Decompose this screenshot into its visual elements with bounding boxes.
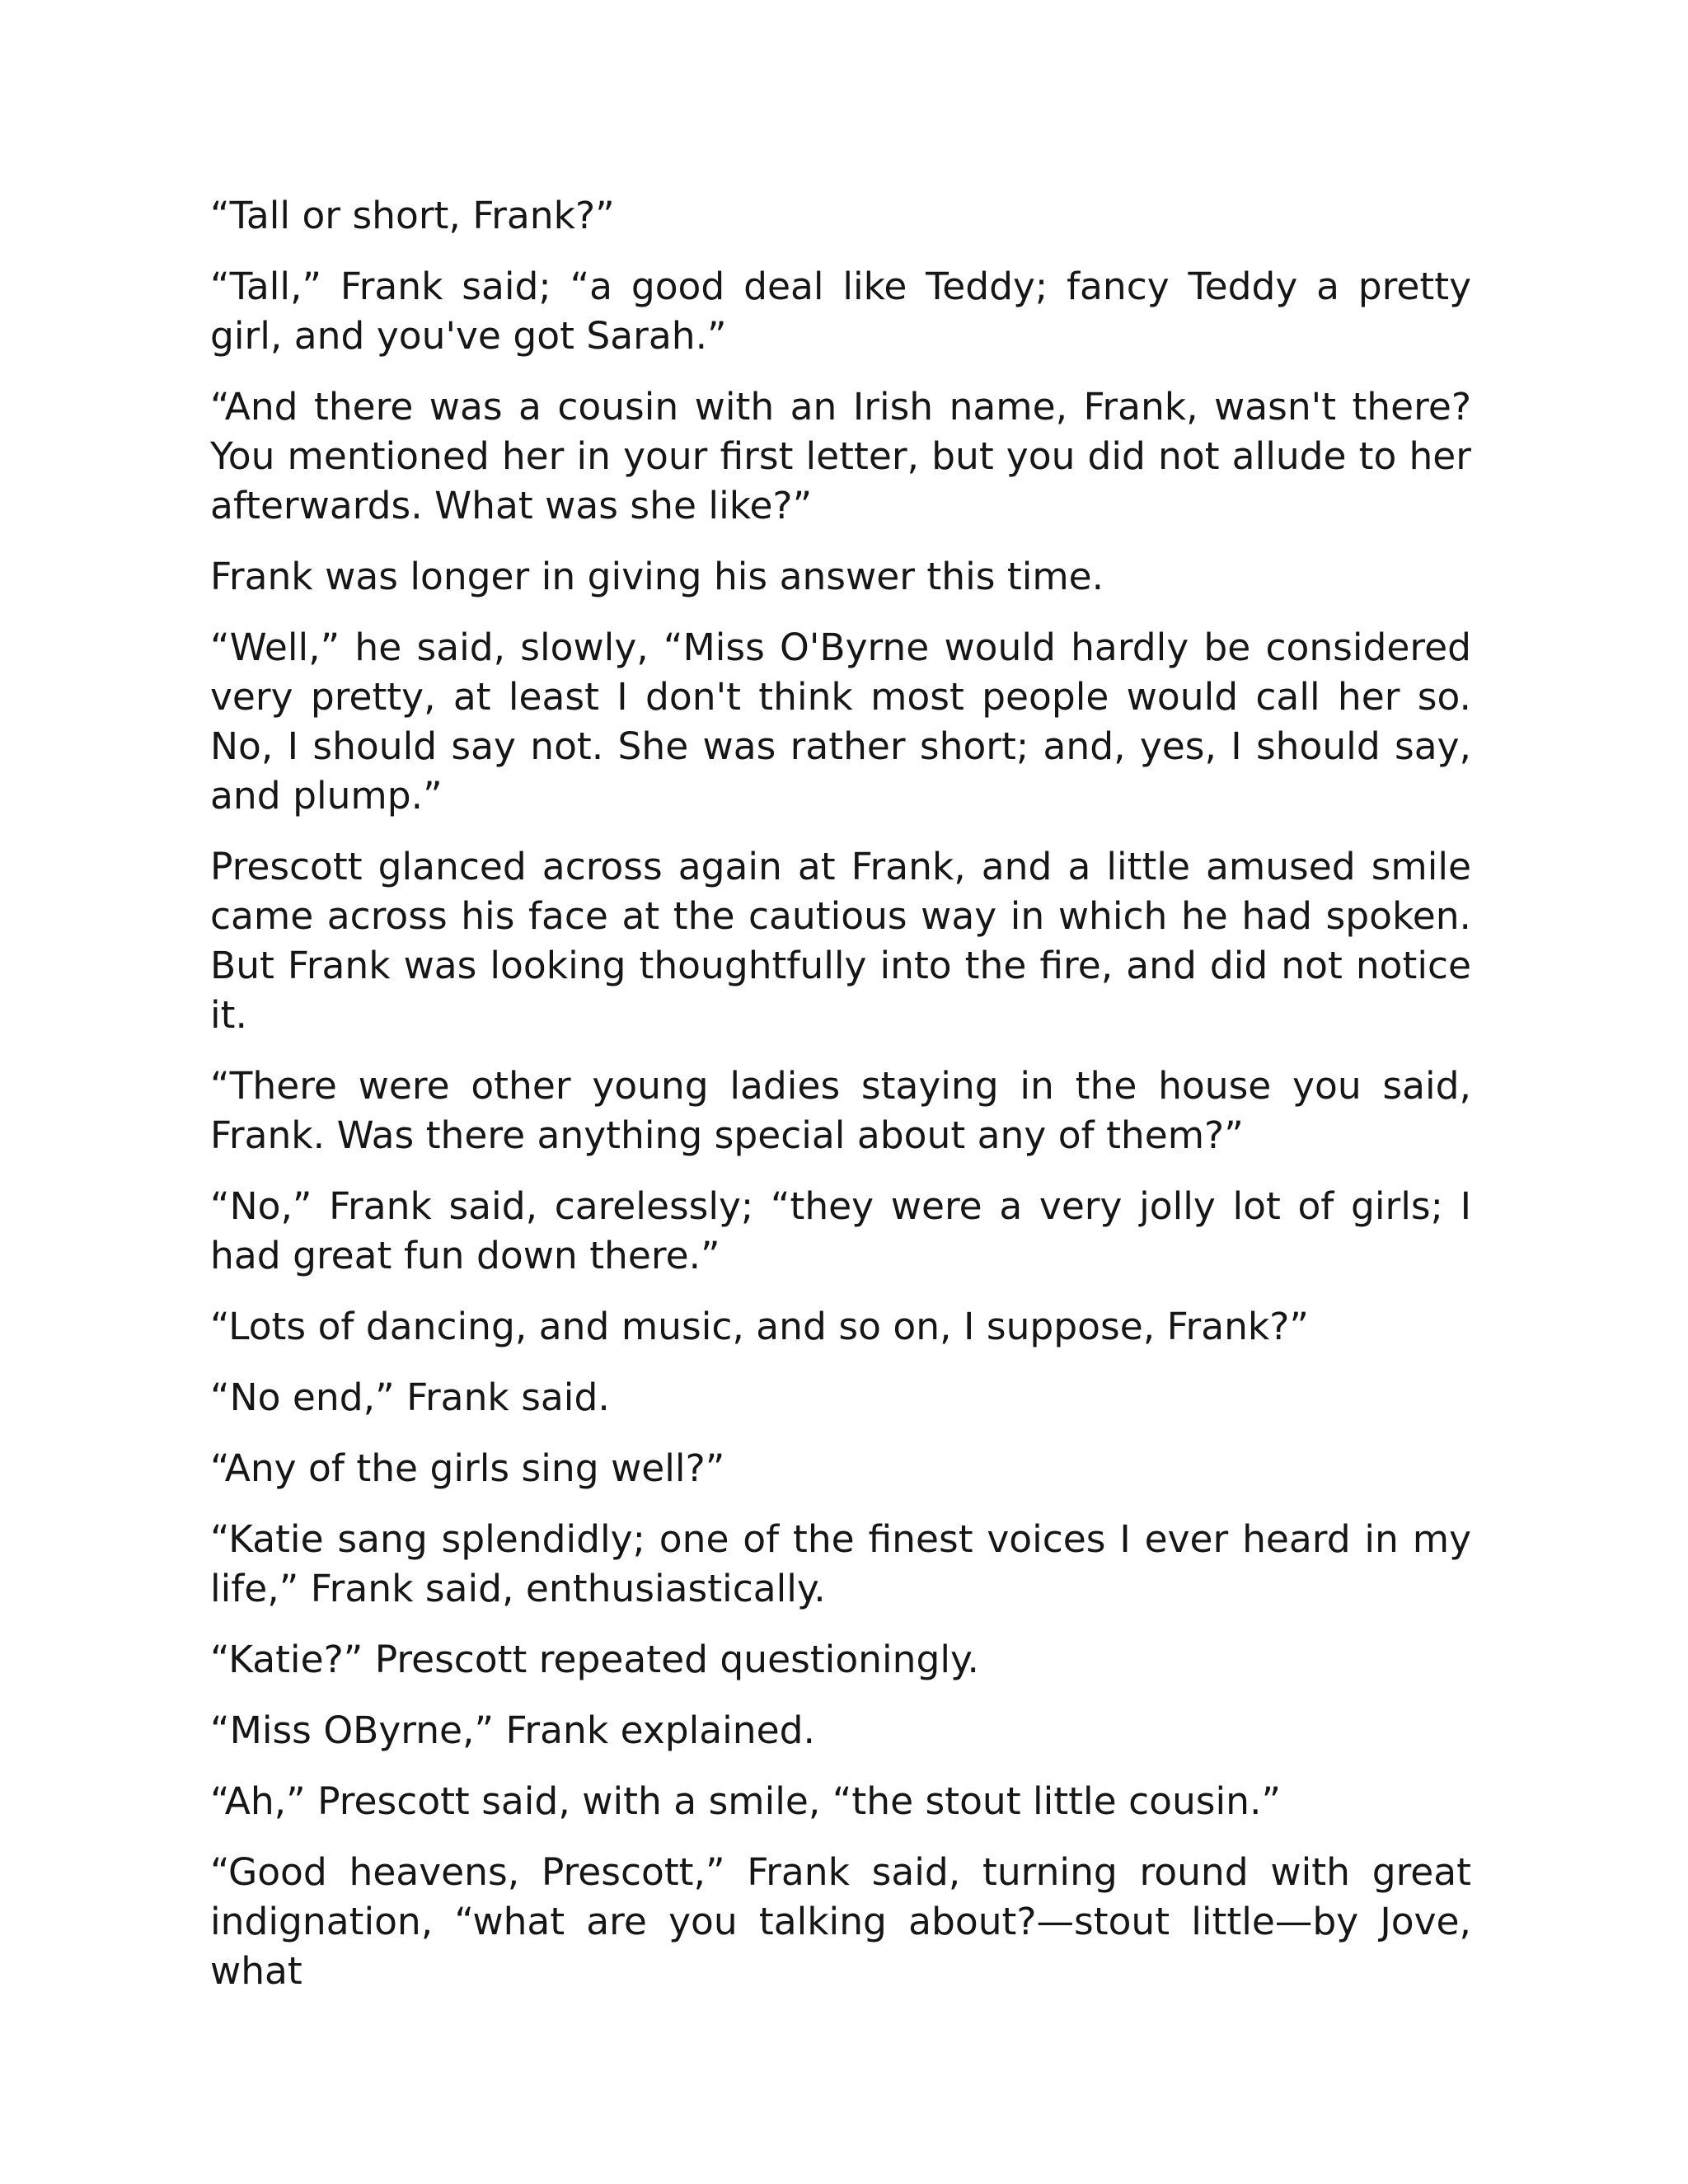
paragraph-16: “Good heavens, Prescott,” Frank said, turning round with great indignation, “what are you talking about?—stout little—by Jove, what (210, 1850, 1471, 1993)
paragraph-13: “Katie?” Prescott repeated questioningly. (210, 1638, 979, 1681)
paragraph-3: “And there was a cousin with an Irish name, Frank, wasn't there? You mentioned her in your first letter, but you did not allude to her afterwards. What was she like?” (210, 385, 1471, 527)
paragraph-2: “Tall,” Frank said; “a good deal like Teddy; fancy Teddy a pretty girl, and you've got Sarah.” (210, 265, 1471, 358)
paragraph-15: “Ah,” Prescott said, with a smile, “the stout little cousin.” (210, 1779, 1282, 1823)
paragraph-14: “Miss OByrne,” Frank explained. (210, 1708, 815, 1752)
paragraph-11: “Any of the girls sing well?” (210, 1446, 725, 1490)
paragraph-5: “Well,” he said, slowly, “Miss O'Byrne would hardly be considered very pretty, at least I don't think most people would call her so. No, I should say not. She was rather short; and, yes, I should say, and plump.” (210, 626, 1471, 818)
paragraph-7: “There were other young ladies staying in the house you said, Frank. Was there anything special about any of them?” (210, 1064, 1471, 1157)
paragraph-1: “Tall or short, Frank?” (210, 194, 615, 237)
paragraph-12: “Katie sang splendidly; one of the finest voices I ever heard in my life,” Frank said, enthusiastically. (210, 1517, 1471, 1610)
paragraph-6: Prescott glanced across again at Frank, and a little amused smile came across his face at the cautious way in which he had spoken. But Frank was looking thoughtfully into the fire, and did not notice it. (210, 845, 1471, 1037)
paragraph-9: “Lots of dancing, and music, and so on, I suppose, Frank?” (210, 1305, 1309, 1348)
paragraph-8: “No,” Frank said, carelessly; “they were a very jolly lot of girls; I had great fun down there.” (210, 1184, 1471, 1277)
page-body (210, 191, 1471, 2018)
paragraph-4: Frank was longer in giving his answer this time. (210, 555, 1104, 598)
paragraph-10: “No end,” Frank said. (210, 1376, 610, 1419)
